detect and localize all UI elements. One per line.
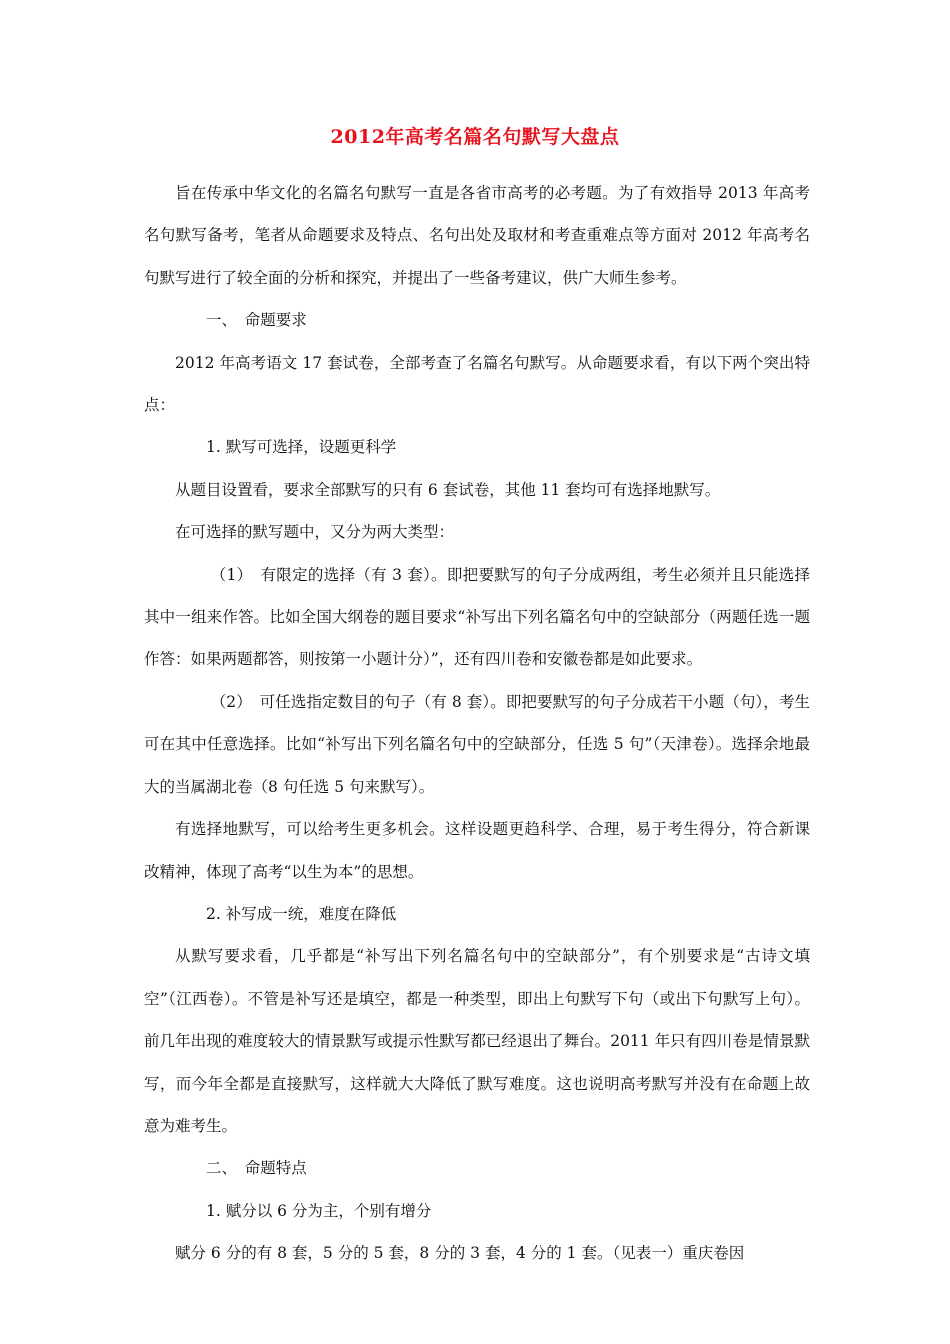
- paragraph: 从默写要求看，几乎都是“补写出下列名篇名句中的空缺部分”，有个别要求是“古诗文填空”（江西卷）。不管是补写还是填空，都是一种类型，即出上句默写下句（或出下句默写上句）。前几年出现的难度较大的情景默写或提示性默写都已经退出了舞台。2011 年只有四川卷是情景默写，而今年全都是直接默写，这样就大大降低了默写难度。这也说明高考默写并没有在命题上故意为难考生。: [144, 947, 810, 1135]
- section-heading-requirements: 一、 命题要求: [206, 311, 307, 330]
- subheading-unified: 2. 补写成一统，难度在降低: [206, 904, 397, 923]
- list-item: （1） 有限定的选择（有 3 套）。即把要默写的句子分成两组，考生必须并且只能选择其中一组来作答。比如全国大纲卷的题目要求“补写出下列名篇名句中的空缺部分（两题任选一题作答：如果两题都答，则按第一小题计分）”，还有四川卷和安徽卷都是如此要求。: [144, 565, 810, 669]
- paragraph: 2012 年高考语文 17 套试卷，全部考查了名篇名句默写。从命题要求看，有以下两个突出特点：: [144, 353, 810, 415]
- paragraph: 赋分 6 分的有 8 套，5 分的 5 套，8 分的 3 套，4 分的 1 套。（见表一）重庆卷因: [175, 1244, 745, 1263]
- document-title: 2012年高考名篇名句默写大盘点: [330, 126, 620, 148]
- subheading-selectable: 1. 默写可选择，设题更科学: [206, 438, 397, 457]
- paragraph: 在可选择的默写题中，又分为两大类型：: [175, 523, 455, 542]
- paragraph: 从题目设置看，要求全部默写的只有 6 套试卷，其他 11 套均可有选择地默写。: [175, 480, 721, 499]
- list-item: （2） 可任选指定数目的句子（有 8 套）。即把要默写的句子分成若干小题（句），考生可在其中任意选择。比如“补写出下列名篇名句中的空缺部分，任选 5 句”（天津卷）。选择余地最大的当属湖北卷（8 句任选 5 句来默写）。: [144, 692, 810, 796]
- paragraph: 有选择地默写，可以给考生更多机会。这样设题更趋科学、合理，易于考生得分，符合新课改精神，体现了高考“以生为本”的思想。: [144, 820, 810, 881]
- intro-paragraph: 旨在传承中华文化的名篇名句默写一直是各省市高考的必考题。为了有效指导 2013 年高考名句默写备考，笔者从命题要求及特点、名句出处及取材和考查重难点等方面对 2012 年高考名句默写进行了较全面的分析和探究，并提出了一些备考建议，供广大师生参考。: [144, 184, 810, 287]
- section-heading-features: 二、 命题特点: [206, 1159, 307, 1178]
- document-body: [144, 172, 810, 1275]
- subheading-scoring: 1. 赋分以 6 分为主，个别有增分: [206, 1201, 432, 1220]
